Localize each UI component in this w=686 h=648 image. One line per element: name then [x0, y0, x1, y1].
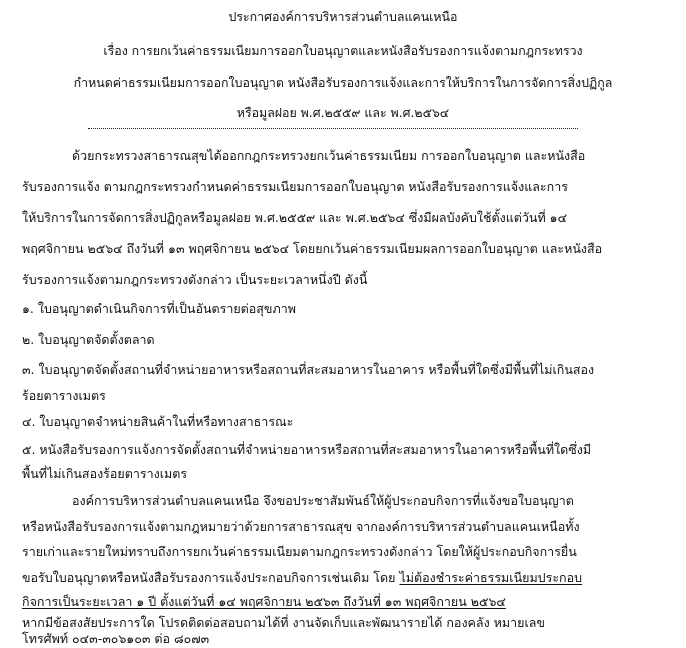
list-item-3: ๓. ใบอนุญาตจัดตั้งสถานที่จำหน่ายอาหารหรือสถานที่สะสมอาหารในอาคาร หรือพื้นที่ใดซึ่งมีพื้นที่ไม่เกินสอง [22, 362, 595, 377]
fee-waiver-period: กิจการเป็นระยะเวลา ๑ ปี ตั้งแต่วันที่ ๑๔ พฤศจิกายน ๒๕๖๓ ถึงวันที่ ๑๓ พฤศจิกายน ๒๕๖๔ [22, 594, 506, 609]
list-item-5-cont: พื้นที่ไม่เกินสองร้อยตารางเมตร [22, 466, 188, 481]
fee-waiver-highlight: ไม่ต้องชำระค่าธรรมเนียมประกอบ [399, 570, 583, 585]
dotted-divider [88, 128, 578, 129]
header-title: ประกาศองค์การบริหารส่วนตำบลแคนเหนือ [228, 9, 458, 24]
phone-line: โทรศัพท์ ๐๔๓-๓๐๖๑๐๓ ต่อ ๘๐๗๓ [22, 631, 210, 646]
header-subject-2: กำหนดค่าธรรมเนียมการออกใบอนุญาต หนังสือรับรองการแจ้งและการให้บริการในการจัดการสิ่งปฏิกูล [73, 75, 613, 90]
closing-line-2: หรือหนังสือรับรองการแจ้งตามกฎหมายว่าด้วยการสาธารณสุข จากองค์การบริหารส่วนตำบลแคนเหนือทั้ง [22, 519, 580, 534]
list-item-3-cont: ร้อยตารางเมตร [22, 388, 106, 403]
list-item-1: ๑. ใบอนุญาตดำเนินกิจการที่เป็นอันตรายต่อสุขภาพ [22, 301, 296, 316]
header-subject-1: เรื่อง การยกเว้นค่าธรรมเนียมการออกใบอนุญาตและหนังสือรับรองการแจ้งตามกฎกระทรวง [103, 43, 583, 58]
intro-line-5: รับรองการแจ้งตามกฎกระทรวงดังกล่าว เป็นระยะเวลาหนึ่งปี ดังนี้ [22, 272, 368, 287]
intro-line-1: ด้วยกระทรวงสาธารณสุขได้ออกกฎกระทรวงยกเว้นค่าธรรมเนียม การออกใบอนุญาต และหนังสือ [72, 148, 586, 163]
list-item-4: ๔. ใบอนุญาตจำหน่ายสินค้าในที่หรือทางสาธารณะ [22, 414, 294, 429]
intro-line-3: ให้บริการในการจัดการสิ่งปฏิกูลหรือมูลฝอย พ.ศ.๒๕๕๙ และ พ.ศ.๒๕๖๔ ซึ่งมีผลบังคับใช้ตั้งแต่วันที่ ๑๔ [22, 210, 568, 225]
intro-line-2: รับรองการแจ้ง ตามกฎกระทรวงกำหนดค่าธรรมเนียมการออกใบอนุญาต หนังสือรับรองการแจ้งและการ [22, 179, 568, 194]
contact-line: หากมีข้อสงสัยประการใด โปรดติดต่อสอบถามได้ที่ งานจัดเก็บและพัฒนารายได้ กองคลัง หมายเลข [22, 615, 545, 630]
closing-line-3: รายเก่าและรายใหม่ทราบถึงการยกเว้นค่าธรรมเนียมตามกฎกระทรวงดังกล่าว โดยให้ผู้ประกอบกิจการยื่น [22, 544, 577, 559]
list-item-2: ๒. ใบอนุญาตจัดตั้งตลาด [22, 332, 155, 347]
header-subject-3: หรือมูลฝอย พ.ศ.๒๕๕๙ และ พ.ศ.๒๕๖๔ [236, 105, 450, 120]
intro-line-4: พฤศจิกายน ๒๕๖๔ ถึงวันที่ ๑๓ พฤศจิกายน ๒๕๖๔ โดยยกเว้นค่าธรรมเนียมผลการออกใบอนุญาต และหนังสือ [22, 241, 603, 256]
list-item-5: ๕. หนังสือรับรองการแจ้งการจัดตั้งสถานที่จำหน่ายอาหารหรือสถานที่สะสมอาหารในอาคารหรือพื้นที่ใดซึ่งมี [22, 442, 592, 457]
closing-line-1: องค์การบริหารส่วนตำบลแคนเหนือ จึงขอประชาสัมพันธ์ให้ผู้ประกอบกิจการที่แจ้งขอใบอนุญาต [72, 493, 574, 508]
closing-line-4 [22, 569, 582, 587]
closing-line-4-text: ขอรับใบอนุญาตหรือหนังสือรับรองการแจ้งประกอบกิจการเช่นเดิม โดย [22, 570, 400, 585]
